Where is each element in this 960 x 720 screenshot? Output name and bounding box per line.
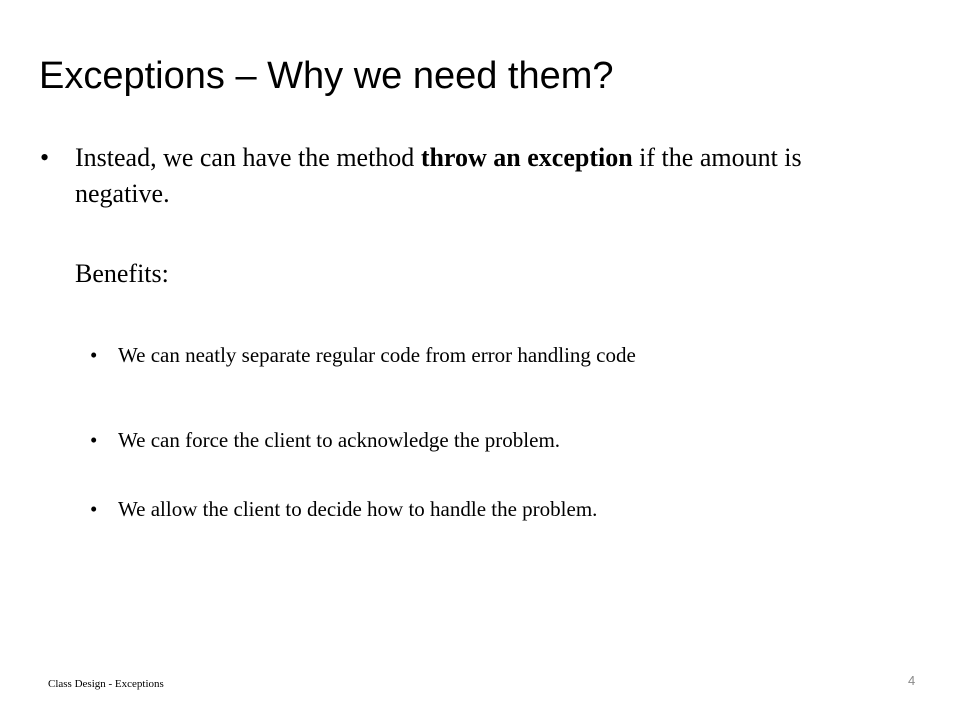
benefit-text: We can force the client to acknowledge the problem.	[118, 428, 561, 452]
slide-title: Exceptions – Why we need them?	[39, 55, 614, 97]
benefits-label: Benefits:	[75, 259, 169, 288]
benefit-text: We allow the client to decide how to handle the problem.	[118, 497, 598, 521]
main-bullet-text-end: if the amount is negative.	[75, 143, 802, 208]
page-number: 4	[908, 673, 916, 688]
bullet-marker: •	[90, 497, 98, 521]
slide-footer: Class Design - Exceptions	[48, 678, 164, 690]
main-bullet-text	[75, 140, 875, 212]
bullet-marker: •	[90, 428, 98, 452]
bullet-marker: •	[90, 343, 98, 367]
main-bullet-emphasis: throw an exception	[420, 143, 633, 172]
benefit-text: We can neatly separate regular code from error handling code	[118, 343, 636, 367]
bullet-marker: •	[40, 143, 50, 172]
main-bullet-text-start: Instead, we can have the method	[75, 143, 421, 172]
